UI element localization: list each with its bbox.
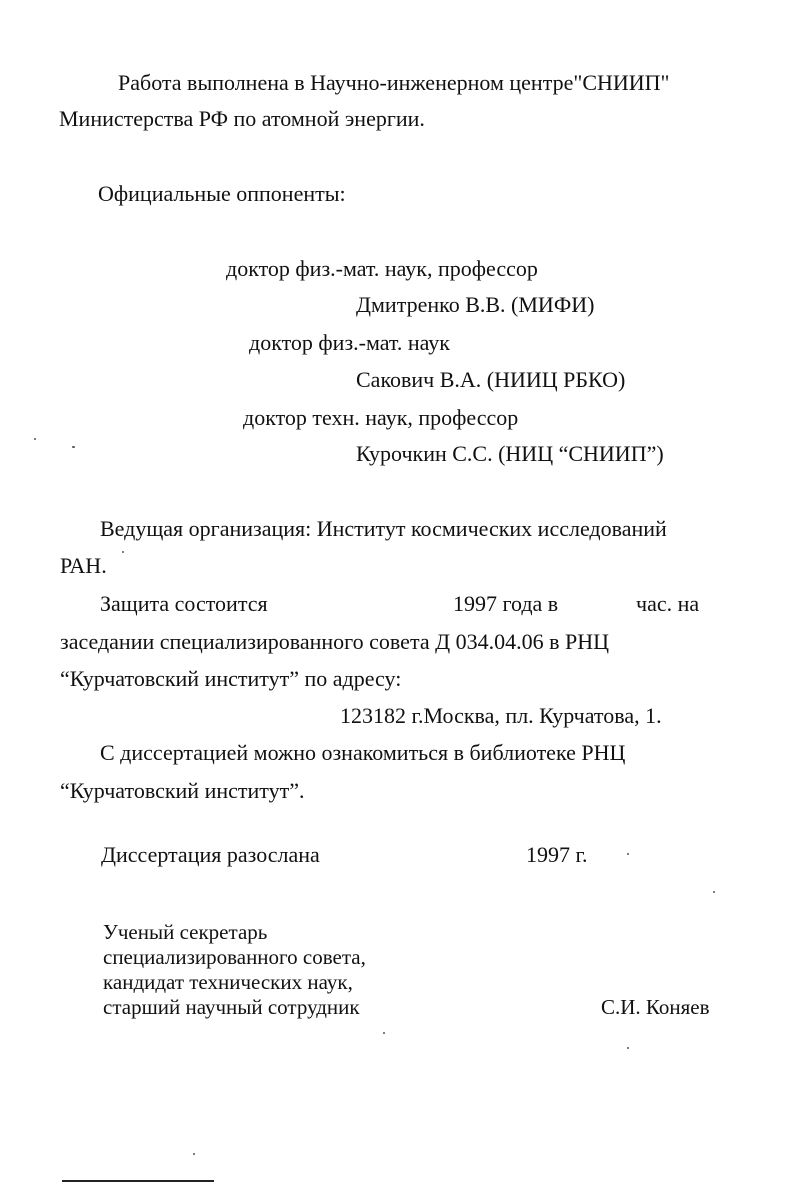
opponents-heading: Официальные оппоненты: xyxy=(98,181,346,206)
scan-speck xyxy=(122,551,124,553)
opponent-3-name: Курочкин С.С. (НИЦ “СНИИП”) xyxy=(356,441,664,466)
dispatch-year: 1997 г. xyxy=(526,842,588,867)
secretary-line-2: специализированного совета, xyxy=(103,945,366,969)
defense-year: 1997 года в xyxy=(453,591,559,616)
scan-speck xyxy=(34,438,36,440)
library-line-2: “Курчатовский институт”. xyxy=(60,778,305,803)
leading-org-line-1: Ведущая организация: Институт космических исследований xyxy=(100,516,667,541)
library-line-1: С диссертацией можно ознакомиться в библиотеке РНЦ xyxy=(100,740,626,765)
header-line-2: Министерства РФ по атомной энергии. xyxy=(59,106,425,131)
defense-line-3: “Курчатовский институт” по адресу: xyxy=(60,666,402,691)
scan-speck xyxy=(193,1153,195,1155)
defense-label: Защита состоится xyxy=(100,591,268,616)
scan-speck xyxy=(627,1047,629,1049)
secretary-name: С.И. Коняев xyxy=(601,995,710,1019)
scan-speck xyxy=(713,891,715,893)
defense-line-2: заседании специализированного совета Д 034.04.06 в РНЦ xyxy=(60,629,609,654)
secretary-line-1: Ученый секретарь xyxy=(103,920,268,944)
opponent-2-degree: доктор физ.-мат. наук xyxy=(249,330,450,355)
leading-org-line-2: РАН. xyxy=(60,553,107,578)
header-line-1: Работа выполнена в Научно-инженерном центре"СНИИП" xyxy=(118,70,670,95)
bottom-rule xyxy=(62,1180,214,1182)
scan-speck xyxy=(627,853,629,855)
scan-speck xyxy=(383,1032,385,1034)
secretary-line-4: старший научный сотрудник xyxy=(103,995,360,1019)
opponent-1-name: Дмитренко В.В. (МИФИ) xyxy=(356,292,595,317)
opponent-1-degree: доктор физ.-мат. наук, профессор xyxy=(226,256,538,281)
opponent-3-degree: доктор техн. наук, профессор xyxy=(243,405,519,430)
defense-hour: час. на xyxy=(636,591,700,616)
defense-address: 123182 г.Москва, пл. Курчатова, 1. xyxy=(340,703,662,728)
opponent-2-name: Сакович В.А. (НИИЦ РБКО) xyxy=(356,367,626,392)
scan-speck xyxy=(72,446,75,448)
dispatch-label: Диссертация разослана xyxy=(101,842,320,867)
secretary-line-3: кандидат технических наук, xyxy=(103,970,353,994)
